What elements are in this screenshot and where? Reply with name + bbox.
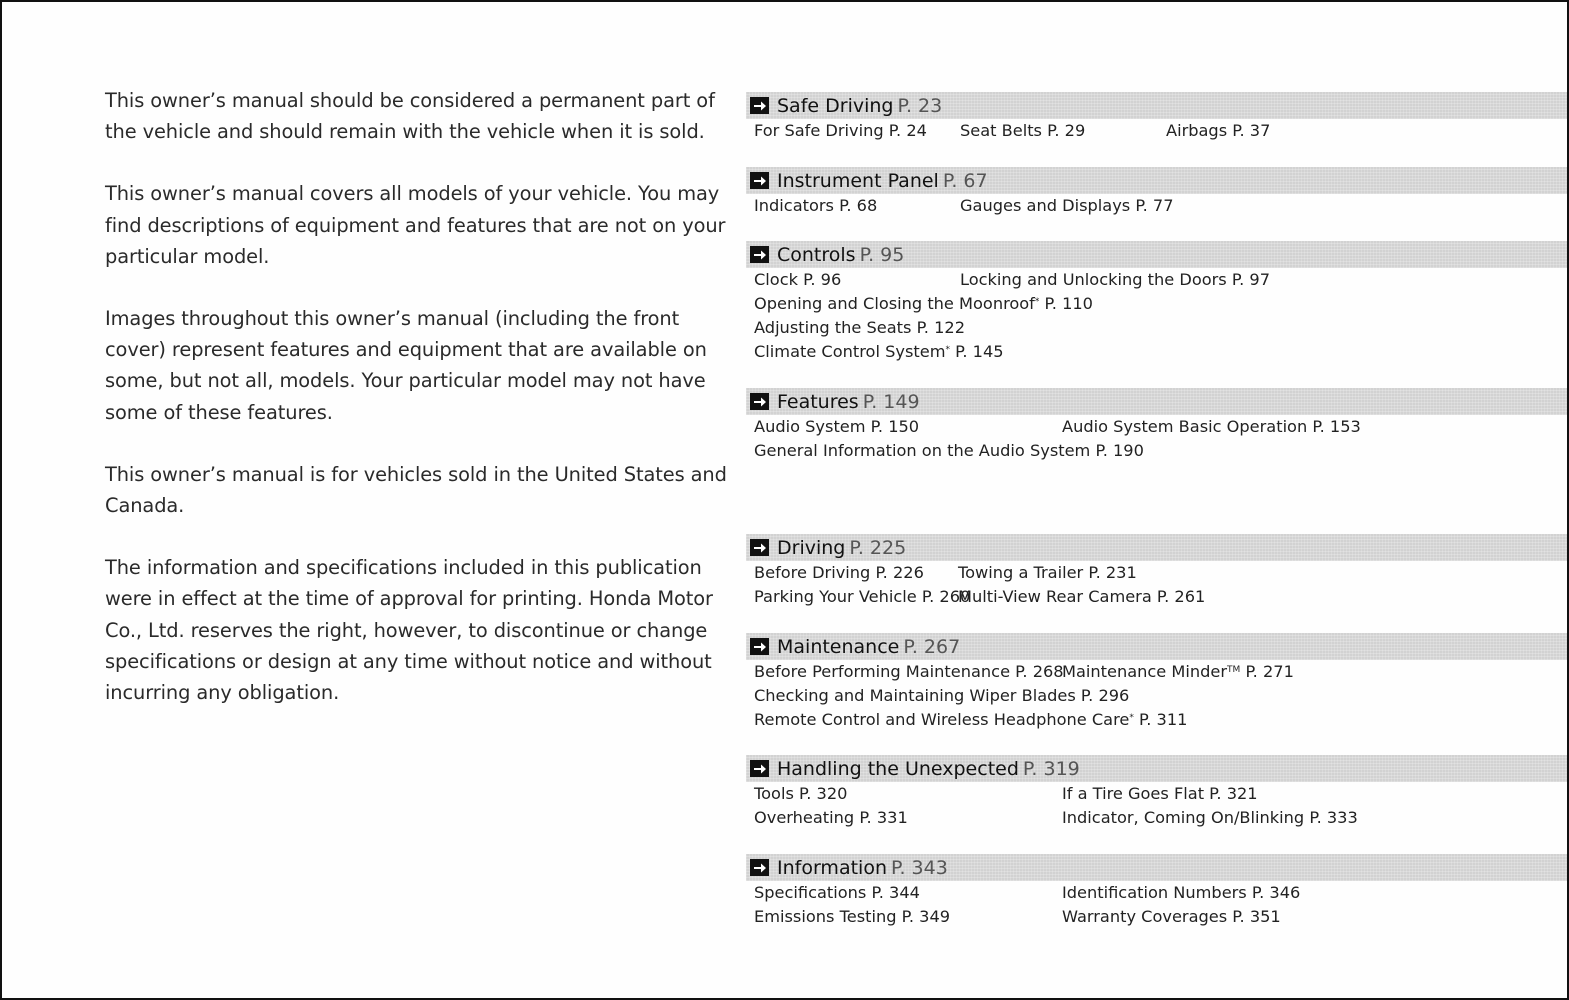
trademark-mark: TM — [1227, 665, 1241, 675]
toc-link[interactable]: Locking and Unlocking the Doors P. 97 — [960, 270, 1270, 289]
arrow-right-icon — [750, 760, 769, 777]
toc-heading-bar[interactable] — [746, 755, 1569, 782]
toc-section-title[interactable]: Instrument Panel — [777, 169, 939, 192]
toc-heading-bar[interactable] — [746, 633, 1569, 660]
toc-section-page: P. 23 — [897, 94, 943, 117]
toc-link[interactable]: Seat Belts P. 29 — [960, 121, 1086, 140]
toc-section-page: P. 67 — [942, 169, 988, 192]
toc-link-page: P. 110 — [1044, 294, 1093, 313]
toc-link[interactable] — [754, 340, 1004, 364]
toc-link[interactable] — [754, 292, 1093, 316]
toc-section-safe-driving — [746, 92, 1569, 143]
toc-heading-bar[interactable] — [746, 534, 1569, 561]
toc-link[interactable]: Indicator, Coming On/Blinking P. 333 — [1062, 808, 1358, 827]
toc-heading-bar[interactable] — [746, 854, 1569, 881]
arrow-right-icon — [750, 638, 769, 655]
toc-link[interactable]: Checking and Maintaining Wiper Blades P. 296 — [754, 686, 1130, 705]
toc-heading-bar[interactable] — [746, 388, 1569, 415]
toc-section-controls — [746, 241, 1569, 364]
toc-link-page: P. 271 — [1245, 662, 1294, 681]
toc-section-maintenance — [746, 633, 1569, 732]
arrow-right-icon — [750, 393, 769, 410]
intro-paragraph: Images throughout this owner’s manual (including the front cover) represent features and equipment that are available on some, but not all, models. Your particular model may not have some of these features. — [105, 307, 707, 424]
arrow-right-icon — [750, 97, 769, 114]
toc-link[interactable]: Indicators P. 68 — [754, 196, 878, 215]
toc-section-page: P. 225 — [849, 536, 907, 559]
table-of-contents — [746, 2, 1569, 1000]
toc-link-label: Maintenance Minder — [1062, 662, 1228, 681]
toc-link[interactable] — [754, 708, 1187, 732]
toc-link[interactable]: If a Tire Goes Flat P. 321 — [1062, 784, 1258, 803]
arrow-right-icon — [750, 859, 769, 876]
toc-link-label: Remote Control and Wireless Headphone Care — [754, 710, 1130, 729]
intro-paragraph: This owner’s manual should be considered a permanent part of the vehicle and should remain with the vehicle when it is sold. — [105, 89, 715, 144]
arrow-right-icon — [750, 172, 769, 189]
toc-section-features — [746, 388, 1569, 463]
toc-link[interactable]: Before Performing Maintenance P. 268 — [754, 662, 1064, 681]
toc-section-information — [746, 854, 1569, 929]
toc-link[interactable] — [1062, 660, 1294, 684]
toc-section-page: P. 319 — [1022, 757, 1080, 780]
toc-link[interactable]: Audio System P. 150 — [754, 417, 920, 436]
toc-section-page: P. 95 — [859, 243, 905, 266]
toc-link[interactable]: Tools P. 320 — [754, 784, 848, 803]
toc-link[interactable]: Airbags P. 37 — [1166, 121, 1271, 140]
toc-section-title[interactable]: Controls — [777, 243, 856, 266]
toc-link-page: P. 145 — [955, 342, 1004, 361]
toc-link[interactable]: General Information on the Audio System P. 190 — [754, 441, 1144, 460]
toc-link-label: Climate Control System — [754, 342, 946, 361]
toc-heading-bar[interactable] — [746, 241, 1569, 268]
asterisk-mark: * — [1034, 297, 1040, 307]
toc-link[interactable]: Warranty Coverages P. 351 — [1062, 907, 1281, 926]
toc-section-title[interactable]: Information — [777, 856, 887, 879]
toc-link[interactable]: Multi-View Rear Camera P. 261 — [958, 587, 1206, 606]
toc-section-handling-the-unexpected — [746, 755, 1569, 830]
toc-heading-bar[interactable] — [746, 92, 1569, 119]
toc-link[interactable]: Gauges and Displays P. 77 — [960, 196, 1174, 215]
toc-link[interactable]: Overheating P. 331 — [754, 808, 908, 827]
intro-paragraph: The information and specifications included in this publication were in effect at the time of approval for printing. Honda Motor Co., Ltd. reserves the right, however, to discontinue or change specifications or design at any time without notice and without incurring any obligation. — [105, 556, 713, 705]
asterisk-mark: * — [1129, 713, 1134, 723]
toc-link[interactable]: Identification Numbers P. 346 — [1062, 883, 1301, 902]
toc-section-page: P. 267 — [903, 635, 961, 658]
toc-section-instrument-panel — [746, 167, 1569, 218]
toc-heading-bar[interactable] — [746, 167, 1569, 194]
toc-link[interactable]: Clock P. 96 — [754, 270, 842, 289]
toc-section-title[interactable]: Driving — [777, 536, 846, 559]
toc-link[interactable]: Emissions Testing P. 349 — [754, 907, 951, 926]
toc-section-title[interactable]: Maintenance — [777, 635, 900, 658]
toc-link[interactable]: Before Driving P. 226 — [754, 563, 924, 582]
toc-section-title[interactable]: Features — [777, 390, 859, 413]
intro-paragraph: This owner’s manual covers all models of your vehicle. You may find descriptions of equipment and features that are not on your particular model. — [105, 182, 726, 268]
asterisk-mark: * — [945, 345, 950, 355]
toc-link[interactable]: For Safe Driving P. 24 — [754, 121, 927, 140]
toc-link[interactable]: Audio System Basic Operation P. 153 — [1062, 417, 1361, 436]
arrow-right-icon — [750, 539, 769, 556]
toc-link-label: Opening and Closing the Moonroof — [754, 294, 1035, 313]
toc-section-page: P. 343 — [890, 856, 948, 879]
toc-link[interactable]: Adjusting the Seats P. 122 — [754, 318, 965, 337]
intro-paragraph: This owner’s manual is for vehicles sold in the United States and Canada. — [105, 462, 727, 518]
toc-section-driving — [746, 534, 1569, 609]
intro-text — [105, 85, 735, 739]
toc-link[interactable]: Specifications P. 344 — [754, 883, 920, 902]
toc-section-title[interactable]: Safe Driving — [777, 94, 894, 117]
arrow-right-icon — [750, 246, 769, 263]
toc-link[interactable]: Parking Your Vehicle P. 260 — [754, 587, 971, 606]
toc-link-page: P. 311 — [1139, 710, 1188, 729]
toc-link[interactable]: Towing a Trailer P. 231 — [958, 563, 1137, 582]
toc-section-page: P. 149 — [862, 390, 920, 413]
toc-section-title[interactable]: Handling the Unexpected — [777, 757, 1019, 780]
